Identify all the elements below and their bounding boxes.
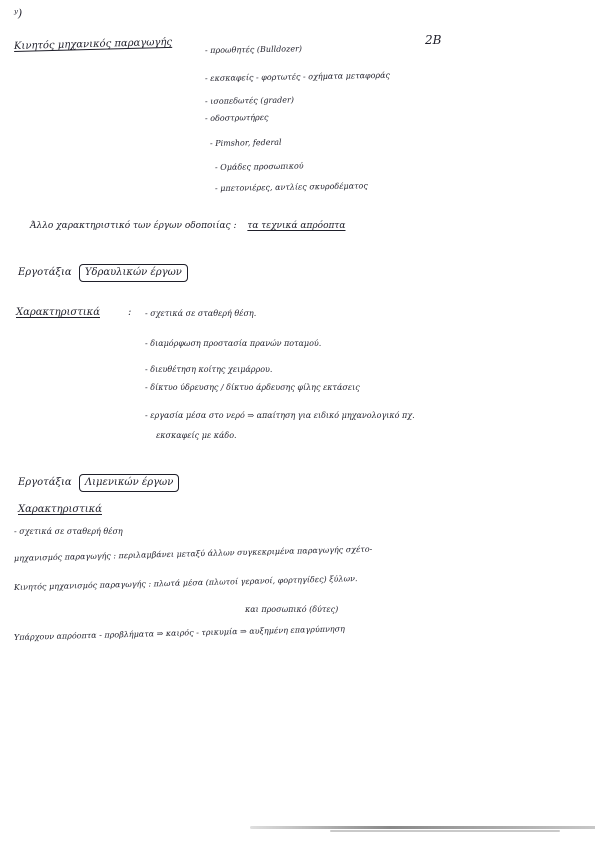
section2-colon: : <box>128 307 132 318</box>
section1-title: Κινητός μηχανικός παραγωγής <box>13 36 173 52</box>
section2-heading-prefix: Εργοτάξια <box>18 267 72 278</box>
page-number: 2B <box>425 33 442 47</box>
other-characteristic-text: Άλλο χαρακτηριστικό των έργων οδοποιίας : <box>30 221 237 231</box>
section3-characteristics-label: Χαρακτηριστικά <box>18 504 102 515</box>
section1-item: - μπετονιέρες, αντλίες σκυροδέματος <box>214 181 368 193</box>
corner-mark: ʸ) <box>14 7 23 20</box>
section3-heading <box>18 478 179 488</box>
section2-item: εκσκαφείς με κάδο. <box>156 431 237 440</box>
section1-item: - ισοπεδωτές (grader) <box>204 95 294 106</box>
section2-item: - διαμόρφωση προστασία πρανών ποταμού. <box>145 339 322 348</box>
section2-heading-box: Υδραυλικών έργων <box>79 264 188 282</box>
section2-item: - διευθέτηση κοίτης χειμάρρου. <box>145 365 273 374</box>
section2-item: - δίκτυο ύδρευσης / δίκτυο άρδευσης φίλης εκτάσεις <box>145 383 360 392</box>
scan-smudge <box>250 826 595 829</box>
other-characteristic-label <box>30 222 346 231</box>
section3-line: μηχανισμός παραγωγής : περιλαμβάνει μεταξύ άλλων συγκεκριμένα παραγωγής σχέτο- <box>13 544 373 563</box>
section2-item: - εργασία μέσα στο νερό ⇒ απαίτηση για ειδικό μηχανολογικό πχ. <box>145 411 415 420</box>
section3-line: και προσωπικό (δύτες) <box>245 605 339 614</box>
section3-line: - σχετικά σε σταθερή θέση <box>14 527 123 536</box>
section2-heading <box>18 268 188 278</box>
section3-heading-box: Λιμενικών έργων <box>79 474 179 492</box>
section1-item: - εκσκαφείς - φορτωτές - οχήματα μεταφοράς <box>204 70 391 83</box>
scan-smudge-secondary <box>330 830 560 832</box>
section2-item: - σχετικά σε σταθερή θέση. <box>145 309 257 318</box>
section1-item: - Ομάδες προσωπικού <box>214 161 304 172</box>
section2-characteristics-label: Χαρακτηριστικά <box>16 307 100 318</box>
section3-line: Κινητός μηχανισμός παραγωγής : πλωτά μέσα (πλωτοί γερανοί, φορτηγίδες) ξύλων. <box>13 574 358 592</box>
section1-item: - οδοστρωτήρες <box>204 112 269 123</box>
other-characteristic-value: τα τεχνικά απρόοπτα <box>247 221 346 231</box>
section1-item: - προωθητές (Βulldozer) <box>204 44 303 55</box>
section1-item: - Pimshor, federal <box>209 137 282 148</box>
section3-line: Υπάρχουν απρόοπτα - προβλήματα ⇒ καιρός - τρικυμία ⇒ αυξημένη επαγρύπνηση <box>13 624 346 642</box>
section3-heading-prefix: Εργοτάξια <box>18 477 72 488</box>
